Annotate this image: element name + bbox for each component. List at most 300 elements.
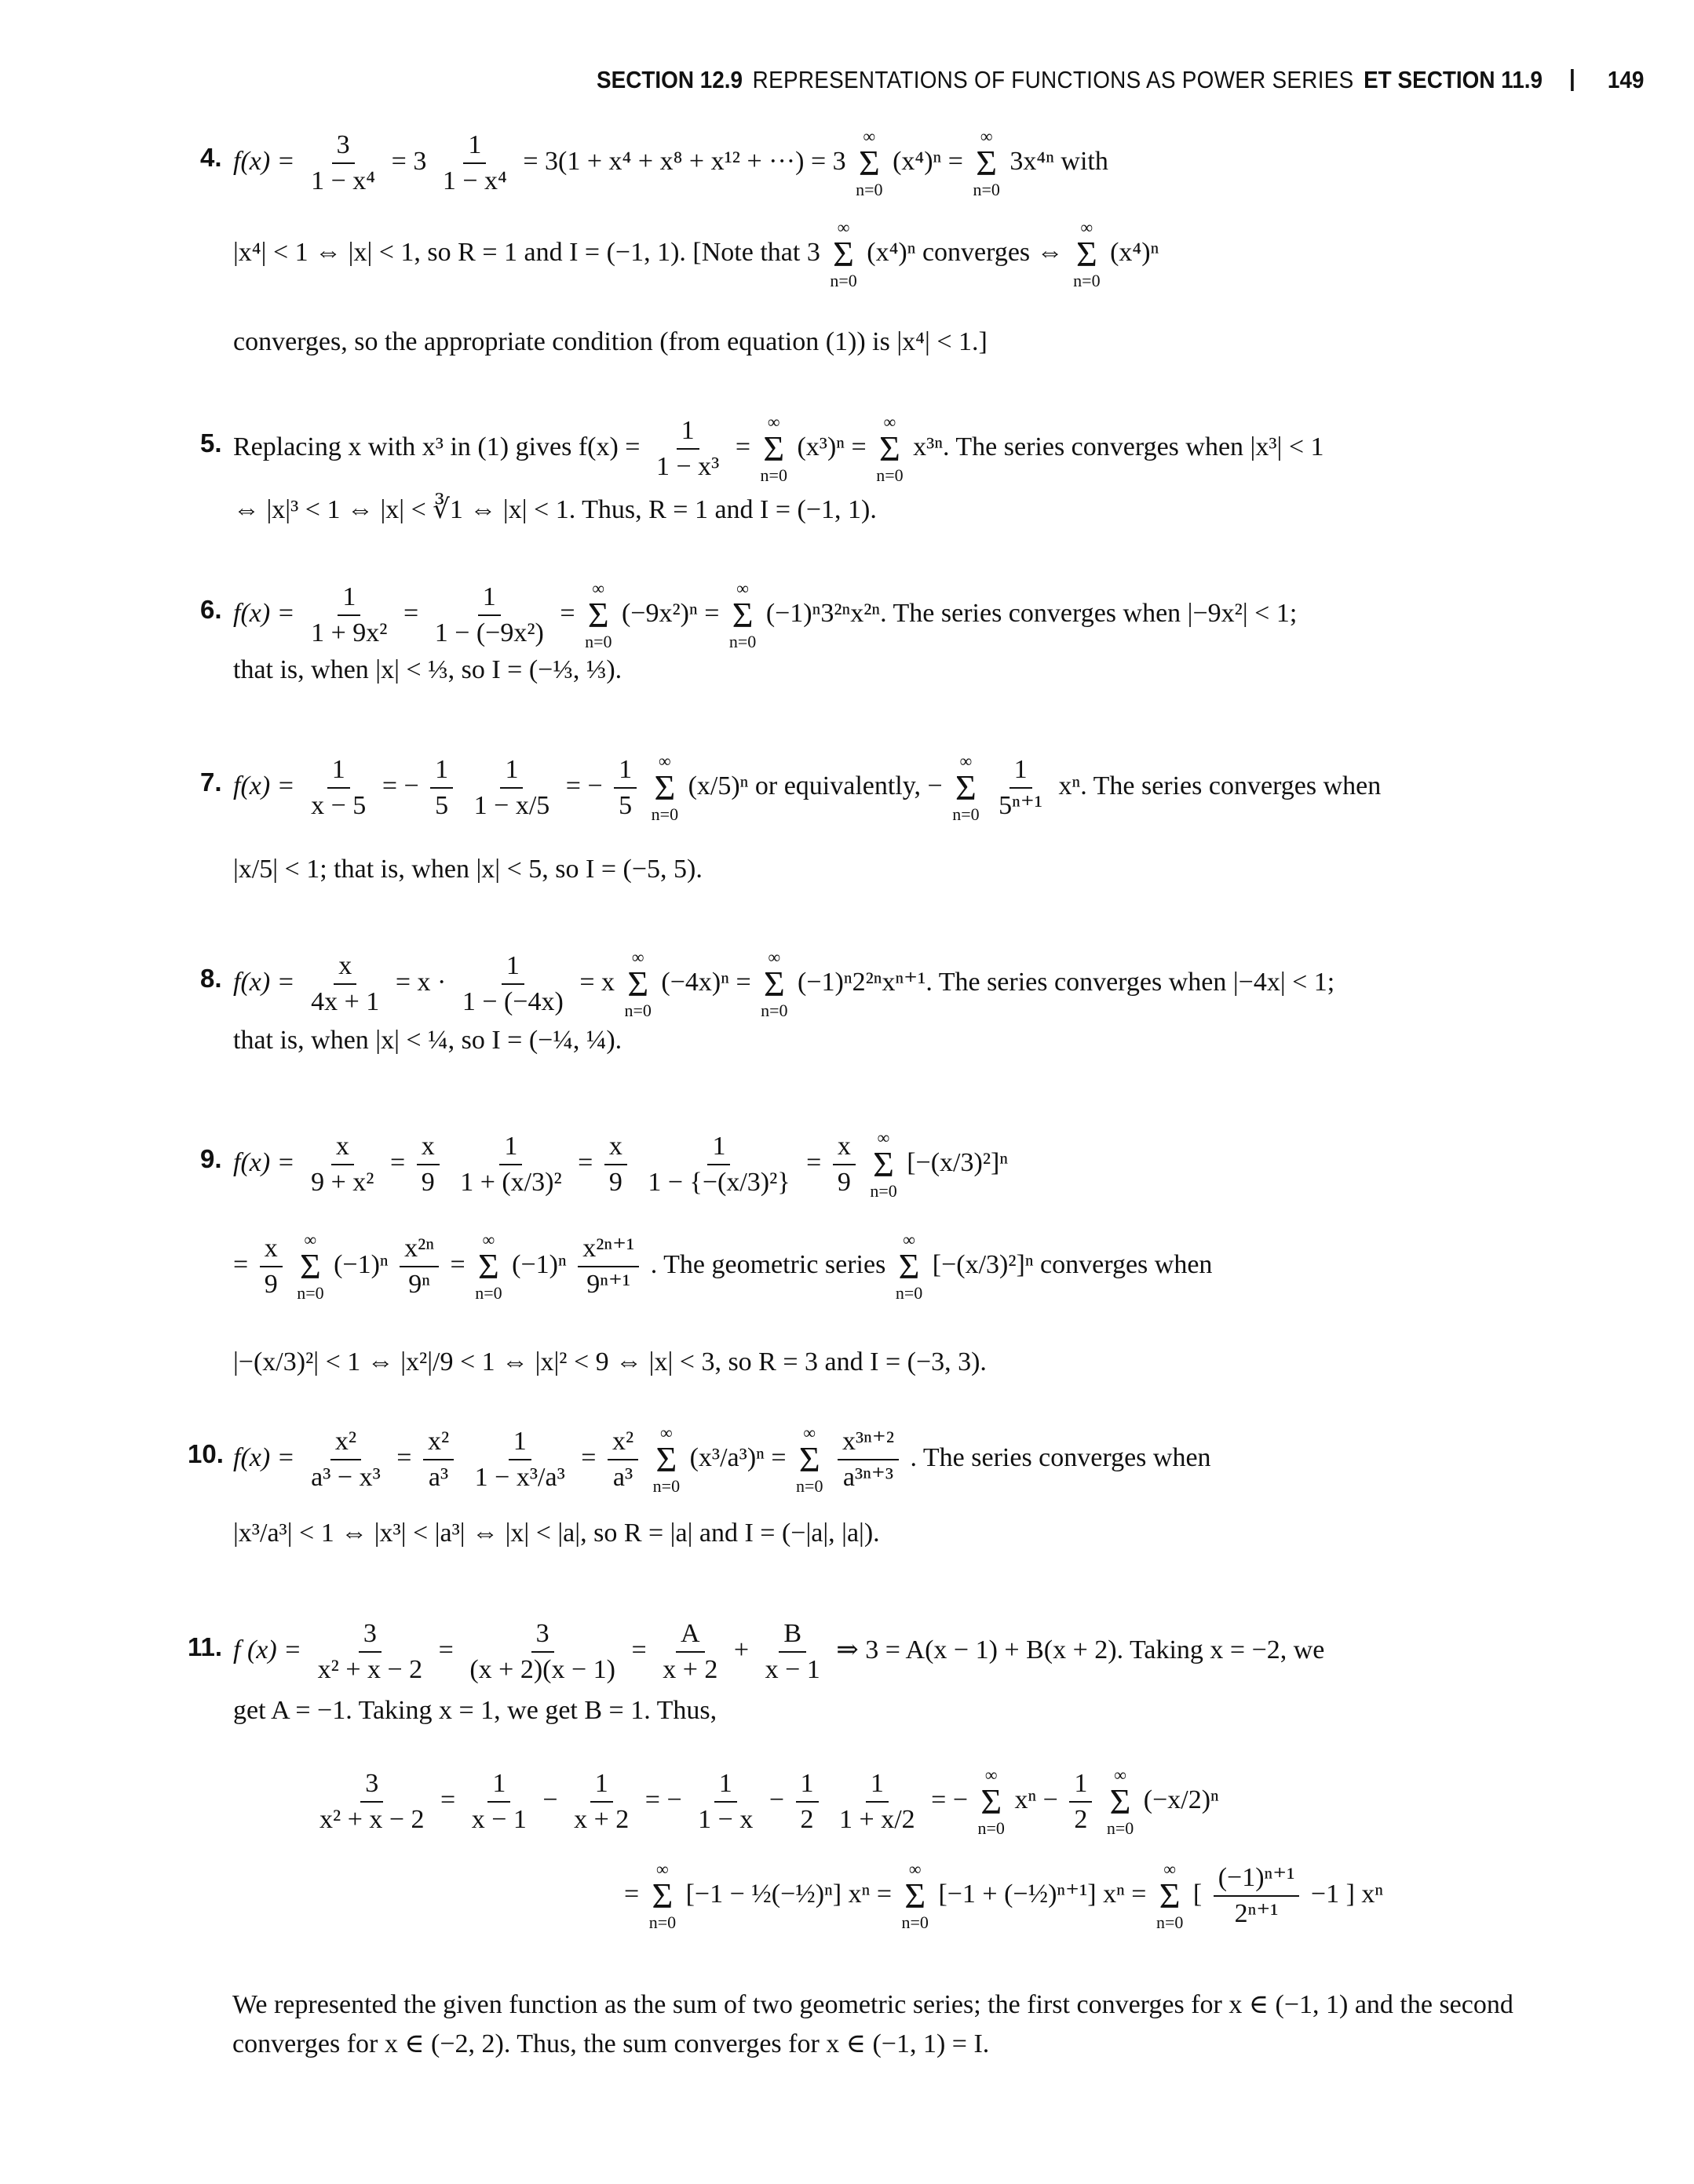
sigma-symbol: Σ xyxy=(654,767,676,808)
summation xyxy=(761,413,787,485)
numerator: x xyxy=(417,1129,440,1165)
sum-bottom: n=0 xyxy=(475,1283,502,1303)
sum-bottom: n=0 xyxy=(648,1912,677,1932)
fraction xyxy=(430,753,453,823)
denominator: 5ⁿ⁺¹ xyxy=(999,791,1043,820)
fraction xyxy=(761,1617,825,1687)
sigma-symbol: Σ xyxy=(1109,1781,1131,1821)
denominator: a³ − x³ xyxy=(311,1463,381,1492)
numerator: x xyxy=(331,1129,354,1165)
sum-bottom: n=0 xyxy=(856,180,883,199)
equation-text: f(x) = xyxy=(233,967,295,997)
denominator: 1 + x/2 xyxy=(839,1805,915,1834)
denominator: 9ⁿ xyxy=(408,1270,430,1299)
equals-sign: = xyxy=(403,598,419,628)
summation xyxy=(297,1231,323,1303)
numerator: 3 xyxy=(359,1617,382,1653)
equation-text: Replacing x with x³ in (1) gives f(x) = xyxy=(233,432,641,461)
summation xyxy=(1107,1766,1134,1838)
numerator: 1 xyxy=(796,1767,819,1803)
square-icon xyxy=(1571,69,1574,91)
denominator: x − 5 xyxy=(311,791,367,820)
sum-top: ∞ xyxy=(863,126,876,146)
problem-number: 6. xyxy=(200,595,222,624)
denominator: 9ⁿ⁺¹ xyxy=(586,1270,631,1299)
denominator: a³ xyxy=(428,1463,449,1492)
summation xyxy=(952,752,979,824)
fraction xyxy=(467,1767,531,1837)
denominator: 2 xyxy=(800,1805,814,1834)
numerator: 1 xyxy=(500,753,523,789)
numerator: x²ⁿ xyxy=(400,1231,439,1267)
fraction xyxy=(569,1767,633,1837)
denominator: 9 xyxy=(421,1168,435,1197)
summation xyxy=(475,1231,502,1303)
denominator: x − 1 xyxy=(471,1805,527,1834)
equation-text: (x/5)ⁿ or equivalently, − xyxy=(688,771,943,800)
sum-top: ∞ xyxy=(482,1230,495,1249)
fraction xyxy=(400,1231,439,1302)
equation-text: [−(x/3)²]ⁿ converges when xyxy=(932,1249,1213,1279)
equation-text: . The geometric series xyxy=(650,1249,886,1279)
numerator: 3 xyxy=(332,128,355,164)
equation-line xyxy=(233,127,1108,199)
numerator: 1 xyxy=(677,414,699,450)
text-line: |x/5| < 1; that is, when |x| < 5, so I = (−5, 5). xyxy=(233,855,703,884)
fraction xyxy=(455,1129,566,1200)
equation-line xyxy=(233,579,1297,651)
fraction xyxy=(1214,1861,1300,1931)
equation-text: f(x) = xyxy=(233,1147,295,1177)
equation-text: = 3(1 + x⁴ + x⁸ + x¹² + ···) = 3 xyxy=(523,146,846,176)
fraction xyxy=(658,1617,722,1687)
fraction xyxy=(306,1424,385,1495)
sum-top: ∞ xyxy=(660,1423,673,1442)
denominator: 2 xyxy=(1074,1805,1088,1834)
equation-text: (−4x)ⁿ = xyxy=(661,967,751,997)
text-line: converges, so the appropriate condition (from equation (1)) is |x⁴| < 1.] xyxy=(233,327,988,356)
denominator: 1 − x xyxy=(698,1805,754,1834)
running-header xyxy=(597,57,1645,104)
numerator: x² xyxy=(608,1424,638,1460)
sum-bottom: n=0 xyxy=(901,1912,929,1932)
numerator: 1 xyxy=(327,753,350,789)
summation xyxy=(652,752,678,824)
sum-bottom: n=0 xyxy=(761,1001,788,1020)
fraction xyxy=(469,753,555,823)
equation-line xyxy=(233,218,1159,290)
sum-top: ∞ xyxy=(736,578,749,598)
summation xyxy=(729,579,756,651)
fraction xyxy=(423,1424,454,1495)
fraction xyxy=(834,1767,920,1837)
sum-top: ∞ xyxy=(837,217,850,237)
equation-text: . The series converges when xyxy=(910,1442,1211,1472)
page-number: 149 xyxy=(1607,66,1645,93)
summation xyxy=(856,127,882,199)
numerator: 1 xyxy=(499,1129,522,1165)
equation-line xyxy=(233,1231,1212,1303)
conclusion-paragraph: We represented the given function as the sum of two geometric series; the first converges for x ∈ (−1, 1) and the second converges for x ∈ (−2, 2). Thus, the sum converges for x ∈ (−1, 1) = I. xyxy=(232,1990,1513,2058)
equation-text: x³ⁿ. The series converges when |x³| < 1 xyxy=(913,432,1324,461)
fraction xyxy=(430,580,549,651)
equals-sign: = xyxy=(440,1785,456,1814)
numerator: 1 xyxy=(478,580,501,616)
summation xyxy=(973,127,999,199)
equals-sign: = xyxy=(560,598,575,628)
problem-number: 9. xyxy=(200,1144,222,1173)
problem-number: 4. xyxy=(200,143,222,172)
summation xyxy=(876,413,903,485)
equals-sign: = xyxy=(806,1147,822,1177)
denominator: x² + x − 2 xyxy=(319,1805,425,1834)
problem-number: 8. xyxy=(200,964,222,993)
fraction xyxy=(306,949,384,1019)
sum-bottom: n=0 xyxy=(1106,1818,1134,1838)
summation xyxy=(796,1424,823,1496)
equation-text: |x⁴| < 1 ⇔ |x| < 1, so R = 1 and I = (−1, 1). [Note that 3 xyxy=(233,237,820,267)
summation xyxy=(585,579,612,651)
sigma-symbol: Σ xyxy=(976,143,998,183)
denominator: x² + x − 2 xyxy=(317,1655,423,1684)
denominator: 1 − (−4x) xyxy=(462,987,564,1016)
equation-text: (x⁴)ⁿ xyxy=(1110,237,1159,267)
sum-top: ∞ xyxy=(767,412,780,432)
fraction xyxy=(643,1129,794,1200)
numerator: 1 xyxy=(509,1424,531,1460)
text-line: get A = −1. Taking x = 1, we get B = 1. Thus, xyxy=(233,1696,717,1725)
sum-top: ∞ xyxy=(803,1423,816,1442)
equation-text: (−1)ⁿ3²ⁿx²ⁿ. The series converges when |−9x²| < 1; xyxy=(765,598,1298,628)
sum-bottom: n=0 xyxy=(297,1283,324,1303)
sum-top: ∞ xyxy=(656,1859,669,1879)
sum-bottom: n=0 xyxy=(796,1476,823,1496)
equation-text: f(x) = xyxy=(233,771,295,800)
equation-line xyxy=(233,1617,1324,1687)
denominator: 1 − x³/a³ xyxy=(474,1463,565,1492)
equation-text: = − xyxy=(565,771,603,800)
denominator: 1 − x⁴ xyxy=(311,166,376,195)
sigma-symbol: Σ xyxy=(898,1246,920,1286)
problem-number: 10. xyxy=(188,1439,224,1468)
summation xyxy=(649,1860,676,1932)
sum-bottom: n=0 xyxy=(1155,1912,1184,1932)
denominator: 5 xyxy=(619,791,633,820)
equation-text: xⁿ − xyxy=(1014,1785,1058,1814)
numerator: 3 xyxy=(531,1617,554,1653)
sum-bottom: n=0 xyxy=(728,632,757,651)
fraction xyxy=(578,1231,639,1302)
denominator: 1 − {−(x/3)²} xyxy=(648,1168,790,1197)
numerator: 1 xyxy=(1009,753,1032,789)
equation-line xyxy=(310,1766,1219,1838)
sigma-symbol: Σ xyxy=(798,1439,820,1479)
summation xyxy=(761,948,787,1020)
problem-number: 5. xyxy=(200,428,222,458)
denominator: a³ⁿ⁺³ xyxy=(842,1463,894,1492)
summation xyxy=(625,948,652,1020)
sum-bottom: n=0 xyxy=(977,1818,1005,1838)
equals-sign: = xyxy=(396,1442,412,1472)
fraction xyxy=(604,1129,627,1200)
fraction xyxy=(833,1129,856,1200)
sigma-symbol: Σ xyxy=(873,1144,894,1184)
equation-text: = x · xyxy=(395,967,447,997)
equation-text: (x³/a³)ⁿ = xyxy=(689,1442,787,1472)
sum-bottom: n=0 xyxy=(876,465,904,485)
summation xyxy=(830,218,856,290)
equation-text: (−1)ⁿ xyxy=(334,1249,389,1279)
equation-text: = x xyxy=(579,967,615,997)
sigma-symbol: Σ xyxy=(587,595,609,635)
sigma-symbol: Σ xyxy=(879,428,900,469)
sum-top: ∞ xyxy=(592,578,605,598)
equals-sign: = xyxy=(581,1442,597,1472)
equation-text: = − xyxy=(931,1785,969,1814)
sum-top: ∞ xyxy=(631,947,644,967)
equation-text: [−1 − ½(−½)ⁿ] xⁿ = xyxy=(685,1879,893,1909)
equation-line xyxy=(233,948,1334,1020)
section-title: REPRESENTATIONS OF FUNCTIONS AS POWER SERIES xyxy=(752,66,1354,93)
equation-text: (−1)ⁿ2²ⁿxⁿ⁺¹. The series converges when |−4x| < 1; xyxy=(798,967,1335,997)
fraction xyxy=(1069,1767,1092,1837)
equation-text: ⇒ 3 = A(x − 1) + B(x + 2). Taking x = −2, we xyxy=(836,1635,1325,1664)
sigma-symbol: Σ xyxy=(627,964,649,1004)
sigma-symbol: Σ xyxy=(763,964,785,1004)
denominator: 1 + 9x² xyxy=(311,618,388,647)
equation-text: (−x/2)ⁿ xyxy=(1143,1785,1219,1814)
numerator: 1 xyxy=(463,128,486,164)
sum-top: ∞ xyxy=(659,751,671,771)
sum-top: ∞ xyxy=(1163,1859,1177,1879)
denominator: 9 xyxy=(608,1168,622,1197)
minus-sign: − xyxy=(769,1785,785,1814)
fraction xyxy=(652,414,724,484)
denominator: 2ⁿ⁺¹ xyxy=(1234,1899,1279,1928)
fraction xyxy=(608,1424,638,1495)
equation-text: f(x) = xyxy=(233,1442,295,1472)
minus-sign: − xyxy=(542,1785,558,1814)
sigma-symbol: Σ xyxy=(1159,1876,1181,1916)
numerator: 1 xyxy=(714,1767,737,1803)
text-line: |x³/a³| < 1 ⇔ |x³| < |a³| ⇔ |x| < |a|, so R = |a| and I = (−|a|, |a|). xyxy=(233,1519,880,1548)
fraction xyxy=(315,1767,429,1837)
equation-text: [−1 + (−½)ⁿ⁺¹] xⁿ = xyxy=(938,1879,1147,1909)
numerator: 1 xyxy=(866,1767,889,1803)
numerator: B xyxy=(779,1617,806,1653)
denominator: 1 + (x/3)² xyxy=(460,1168,562,1197)
sigma-symbol: Σ xyxy=(732,595,754,635)
open-bracket: [ xyxy=(1192,1879,1203,1909)
fraction xyxy=(306,1129,378,1200)
fraction xyxy=(458,949,568,1019)
denominator: 1 − x³ xyxy=(655,452,720,481)
fraction xyxy=(796,1767,819,1837)
sum-bottom: n=0 xyxy=(585,632,612,651)
denominator: (x + 2)(x − 1) xyxy=(469,1655,615,1684)
equation-text: xⁿ xyxy=(1361,1879,1384,1909)
summation xyxy=(1073,218,1100,290)
numerator: x xyxy=(334,949,356,985)
sum-bottom: n=0 xyxy=(624,1001,652,1020)
numerator: 3 xyxy=(360,1767,383,1803)
denominator: x + 2 xyxy=(574,1805,630,1834)
sum-top: ∞ xyxy=(877,1128,890,1147)
sum-bottom: n=0 xyxy=(870,1181,897,1201)
fraction xyxy=(306,128,380,199)
numerator: 1 xyxy=(430,753,453,789)
sum-top: ∞ xyxy=(908,1859,922,1879)
text-line: |−(x/3)²| < 1 ⇔ |x²|/9 < 1 ⇔ |x|² < 9 ⇔ |x| < 3, so R = 3 and I = (−3, 3). xyxy=(233,1347,987,1376)
fraction xyxy=(417,1129,440,1200)
numerator: 1 xyxy=(502,949,524,985)
equation-line xyxy=(233,1424,1211,1496)
fraction xyxy=(614,753,637,823)
sigma-symbol: Σ xyxy=(858,143,880,183)
equation-text: = xyxy=(624,1879,640,1909)
fraction xyxy=(438,128,512,199)
summation xyxy=(653,1424,680,1496)
sigma-symbol: Σ xyxy=(833,234,854,274)
numerator: x²ⁿ⁺¹ xyxy=(578,1231,639,1267)
sigma-symbol: Σ xyxy=(655,1439,677,1479)
equals-sign: = xyxy=(390,1147,406,1177)
fraction xyxy=(260,1231,283,1302)
sum-bottom: n=0 xyxy=(652,1476,681,1496)
sigma-symbol: Σ xyxy=(300,1246,321,1286)
numerator: (−1)ⁿ⁺¹ xyxy=(1214,1861,1300,1897)
sigma-symbol: Σ xyxy=(478,1246,499,1286)
sigma-symbol: Σ xyxy=(980,1781,1002,1821)
fraction xyxy=(306,753,371,823)
sum-bottom: n=0 xyxy=(1073,271,1101,290)
sum-top: ∞ xyxy=(1114,1765,1126,1785)
denominator: 9 + x² xyxy=(311,1168,374,1197)
equation-text: (x³)ⁿ = xyxy=(797,432,867,461)
equation-text: f(x) = xyxy=(233,598,295,628)
sum-top: ∞ xyxy=(959,751,973,771)
denominator: a³ xyxy=(612,1463,633,1492)
equation-line xyxy=(624,1860,1383,1932)
sigma-symbol: Σ xyxy=(652,1876,674,1916)
denominator: 1 − x⁴ xyxy=(442,166,507,195)
summation xyxy=(902,1860,929,1932)
numerator: x³ⁿ⁺² xyxy=(838,1424,899,1460)
numerator: A xyxy=(676,1617,705,1653)
numerator: x xyxy=(604,1129,627,1165)
denominator: 4x + 1 xyxy=(311,987,380,1016)
equation-text: (x⁴)ⁿ converges ⇔ xyxy=(867,237,1064,267)
text-line: that is, when |x| < ¼, so I = (−¼, ¼). xyxy=(233,1026,622,1055)
sum-bottom: n=0 xyxy=(760,465,787,485)
equals-sign: = xyxy=(735,432,751,461)
equation-text: [−(x/3)²]ⁿ xyxy=(907,1147,1009,1177)
fraction xyxy=(838,1424,899,1495)
numerator: 1 xyxy=(707,1129,730,1165)
sum-top: ∞ xyxy=(984,1765,998,1785)
equation-line xyxy=(233,752,1381,824)
numerator: x² xyxy=(330,1424,361,1460)
sigma-symbol: Σ xyxy=(955,767,977,808)
equation-text: (x⁴)ⁿ = xyxy=(893,146,963,176)
numerator: 1 xyxy=(590,1767,613,1803)
sum-bottom: n=0 xyxy=(895,1283,923,1303)
equation-text: = xyxy=(233,1249,249,1279)
denominator: 1 − x/5 xyxy=(473,791,550,820)
sigma-symbol: Σ xyxy=(904,1876,926,1916)
sum-top: ∞ xyxy=(883,412,896,432)
problem-number: 11. xyxy=(188,1632,223,1661)
numerator: x xyxy=(833,1129,856,1165)
fraction xyxy=(313,1617,428,1687)
equation-text: = 3 xyxy=(391,146,427,176)
denominator: 1 − (−9x²) xyxy=(434,618,544,647)
equals-sign: = xyxy=(438,1635,454,1664)
summation xyxy=(1156,1860,1183,1932)
denominator: 9 xyxy=(264,1270,278,1299)
numerator: 1 xyxy=(1069,1767,1092,1803)
equation-text: = − xyxy=(644,1785,682,1814)
plus-sign: + xyxy=(733,1635,750,1664)
sum-top: ∞ xyxy=(768,947,781,967)
equation-text: 3x⁴ⁿ with xyxy=(1009,146,1108,176)
denominator: x + 2 xyxy=(663,1655,718,1684)
denominator: x − 1 xyxy=(765,1655,820,1684)
denominator: 9 xyxy=(837,1168,851,1197)
numerator: 1 xyxy=(338,580,360,616)
equation-line xyxy=(233,413,1324,485)
fraction xyxy=(465,1617,620,1687)
section-label: SECTION 12.9 xyxy=(597,66,743,93)
problem-number: 7. xyxy=(200,767,222,797)
sigma-symbol: Σ xyxy=(1075,234,1097,274)
sum-top: ∞ xyxy=(980,126,993,146)
denominator: 5 xyxy=(435,791,449,820)
text-line: ⇔ |x|³ < 1 ⇔ |x| < ∛1 ⇔ |x| < 1. Thus, R = 1 and I = (−1, 1). xyxy=(233,495,877,524)
summation xyxy=(870,1128,896,1201)
summation xyxy=(896,1231,922,1303)
equals-sign: = xyxy=(578,1147,593,1177)
equation-line xyxy=(233,1128,1008,1201)
numerator: 1 xyxy=(487,1767,510,1803)
equation-text: xⁿ. The series converges when xyxy=(1058,771,1382,800)
numerator: 1 xyxy=(614,753,637,789)
sum-top: ∞ xyxy=(1080,217,1093,237)
fraction xyxy=(994,753,1047,823)
sum-bottom: n=0 xyxy=(651,804,679,824)
equation-text: (−1)ⁿ xyxy=(512,1249,567,1279)
numerator: x xyxy=(260,1231,283,1267)
equation-text: = xyxy=(450,1249,465,1279)
summation xyxy=(978,1766,1005,1838)
close-bracket: −1 ] xyxy=(1310,1879,1355,1909)
text-line: that is, when |x| < ⅓, so I = (−⅓, ⅓). xyxy=(233,655,622,684)
equals-sign: = xyxy=(631,1635,647,1664)
equation-text: f (x) = xyxy=(233,1635,302,1664)
fraction xyxy=(693,1767,758,1837)
numerator: x² xyxy=(423,1424,454,1460)
sigma-symbol: Σ xyxy=(763,428,785,469)
fraction xyxy=(306,580,392,651)
equation-text: (−9x²)ⁿ = xyxy=(621,598,720,628)
fraction xyxy=(470,1424,570,1495)
equation-text: f(x) = xyxy=(233,146,295,176)
et-section-label: ET SECTION 11.9 xyxy=(1364,66,1543,93)
sum-bottom: n=0 xyxy=(973,180,1000,199)
sum-bottom: n=0 xyxy=(952,804,980,824)
sum-top: ∞ xyxy=(304,1230,317,1249)
sum-top: ∞ xyxy=(903,1230,915,1249)
